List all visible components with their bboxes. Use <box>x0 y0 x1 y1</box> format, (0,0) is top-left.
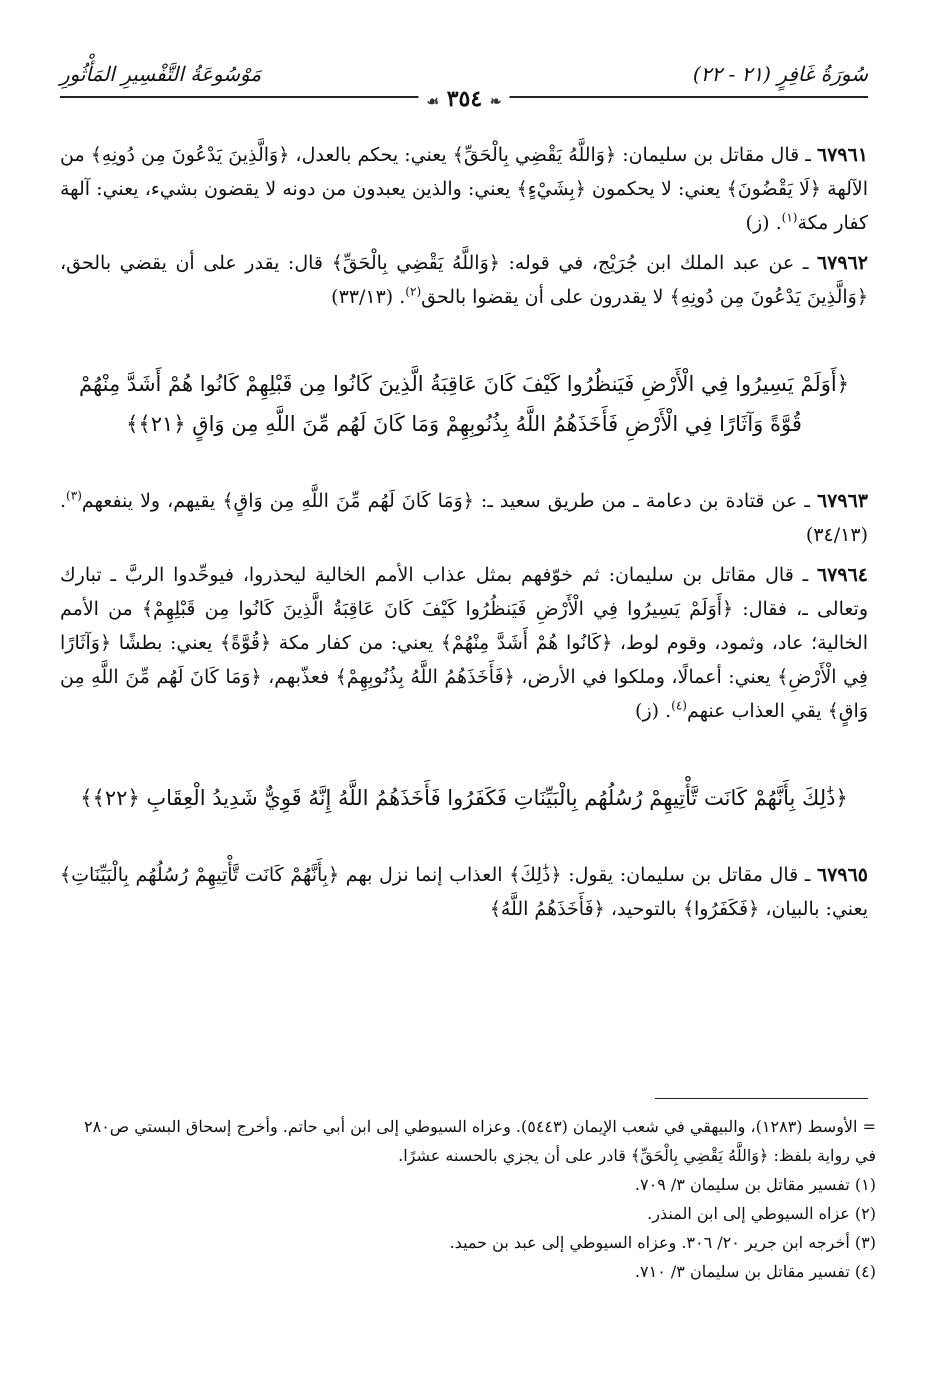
footnotes <box>60 1112 876 1286</box>
hadith-paragraph <box>60 138 868 240</box>
narration-number: ٦٧٩٦٣ <box>816 490 868 512</box>
narration-number: ٦٧٩٦٤ <box>816 564 868 586</box>
footnote-item: (١) تفسير مقاتل بن سليمان ٣/ ٧٠٩. <box>634 1175 876 1194</box>
narration-number: ٦٧٩٦١ <box>816 144 868 166</box>
paragraph-text: ـ قال مقاتل بن سليمان: ﴿وَاللَّهُ يَقْضِي بِالْحَقِّ﴾ يعني: يحكم بالعدل، ﴿وَالَّذِينَ يَدْعُونَ مِن دُونِهِ﴾ من الآلهة ﴿لَا يَقْضُونَ﴾ يعني: لا يحكمون ﴿بِشَيْءٍ﴾ يعني: والذين يعبدون من دونه لا يقضون بشيء، يعني: آلهة كفار مكة <box>60 144 868 234</box>
footnote-ref[interactable]: (٤) <box>671 698 687 713</box>
page-body <box>60 138 868 932</box>
paragraph-tail: . (٣٤/١٣) <box>60 490 868 546</box>
footnote-item: (٣) أخرجه ابن جرير ٢٠/ ٣٠٦. وعزاه السيوطي إلى عبد بن حميد. <box>449 1233 876 1252</box>
page-header <box>60 62 868 112</box>
paragraph-text: ـ عن عبد الملك ابن جُرَيْج، في قوله: ﴿وَاللَّهُ يَقْضِي بِالْحَقِّ﴾ قال: يقدر على أن يقضي بالحق، ﴿وَالَّذِينَ يَدْعُونَ مِن دُونِهِ﴾ لا يقدرون على أن يقضوا بالحق <box>60 252 868 308</box>
footnote-item: (٢) عزاه السيوطي إلى ابن المنذر. <box>647 1204 876 1223</box>
ornament-icon: ☙ <box>426 94 440 110</box>
footnote-ref[interactable]: (٣) <box>66 488 82 503</box>
hadith-paragraph <box>60 246 868 314</box>
footnote-ref[interactable]: (٢) <box>405 284 422 299</box>
surah-title: سُورَةُ غَافِرٍ (٢١ - ٢٢) <box>692 62 868 86</box>
page-number-block <box>418 86 509 112</box>
paragraph-tail: . (٣٣/١٣) <box>331 286 406 308</box>
quran-verse: ﴿ذَٰلِكَ بِأَنَّهُمْ كَانَت تَّأْتِيهِمْ رُسُلُهُم بِالْبَيِّنَاتِ فَكَفَرُوا فَأَخَذَهُمُ اللَّهُ إِنَّهُ قَوِيٌّ شَدِيدُ الْعِقَابِ ﴿٢٢﴾﴾ <box>80 786 848 810</box>
narration-number: ٦٧٩٦٥ <box>816 864 868 886</box>
page-number: ٣٥٤ <box>446 86 483 112</box>
hadith-paragraph <box>60 484 868 552</box>
paragraph-text: ـ عن قتادة بن دعامة ـ من طريق سعيد ـ: ﴿وَمَا كَانَ لَهُم مِّنَ اللَّهِ مِن وَاقٍ﴾ يقيهم، ولا ينفعهم <box>81 490 817 512</box>
paragraph-text: ـ قال مقاتل بن سليمان: يقول: ﴿ذَٰلِكَ﴾ العذاب إنما نزل بهم ﴿بِأَنَّهُمْ كَانَت تَّأْتِيهِمْ رُسُلُهُم بِالْبَيِّنَاتِ﴾ يعني: بالبيان، ﴿فَكَفَرُوا﴾ بالتوحيد، ﴿فَأَخَذَهُمُ اللَّهُ﴾ <box>60 864 868 920</box>
footnote-ref[interactable]: (١) <box>781 210 798 225</box>
ornament-icon: ❧ <box>489 94 502 110</box>
book-title: مَوْسُوعَةُ التَّفْسِيرِ المَأْثُورِ <box>60 62 262 86</box>
quran-verse: ﴿أَوَلَمْ يَسِيرُوا فِي الْأَرْضِ فَيَنظُرُوا كَيْفَ كَانَ عَاقِبَةُ الَّذِينَ كَانُوا مِن قَبْلِهِمْ كَانُوا هُمْ أَشَدَّ مِنْهُمْ قُوَّةً وَآثَارًا فِي الْأَرْضِ فَأَخَذَهُمُ اللَّهُ بِذُنُوبِهِمْ وَمَا كَانَ لَهُم مِّنَ اللَّهِ مِن وَاقٍ ﴿٢١﴾﴾ <box>79 372 849 436</box>
paragraph-tail: . (ز) <box>745 212 782 234</box>
hadith-paragraph <box>60 858 868 926</box>
paragraph-tail: . (ز) <box>635 700 672 722</box>
footnote-item: (٤) تفسير مقاتل بن سليمان ٣/ ٧١٠. <box>634 1262 876 1281</box>
footnote-item: = الأوسط (١٢٨٣)، والبيهقي في شعب الإيمان (٥٤٤٣). وعزاه السيوطي إلى ابن أبي حاتم. وأخرج إسحاق البستي ص٢٨٠ في رواية بلفظ: ﴿وَاللَّهُ يَقْضِي بِالْحَقِّ﴾ قادر على أن يجزي بالحسنه عشرًا. <box>84 1117 876 1165</box>
narration-number: ٦٧٩٦٢ <box>816 252 868 274</box>
footnote-rule <box>655 1098 868 1099</box>
paragraph-text: ـ قال مقاتل بن سليمان: ثم خوّفهم بمثل عذاب الأمم الخالية ليحذروا، فيوحِّدوا الربَّ ـ تبارك وتعالى ـ، فقال: ﴿أَوَلَمْ يَسِيرُوا فِي الْأَرْضِ فَيَنظُرُوا كَيْفَ كَانَ عَاقِبَةُ الَّذِينَ كَانُوا مِن قَبْلِهِمْ﴾ من الأمم الخالية؛ عاد، وثمود، وقوم لوط، ﴿كَانُوا هُمْ أَشَدَّ مِنْهُمْ﴾ يعني: من كفار مكة ﴿قُوَّةً﴾ يعني: بطشًا ﴿وَآثَارًا فِي الْأَرْضِ﴾ يعني: أعمالًا، وملكوا في الأرض، ﴿فَأَخَذَهُمُ اللَّهُ بِذُنُوبِهِمْ﴾ فعذّبهم، ﴿وَمَا كَانَ لَهُم مِّنَ اللَّهِ مِن وَاقٍ﴾ يقي العذاب عنهم <box>60 564 868 722</box>
hadith-paragraph <box>60 558 868 728</box>
